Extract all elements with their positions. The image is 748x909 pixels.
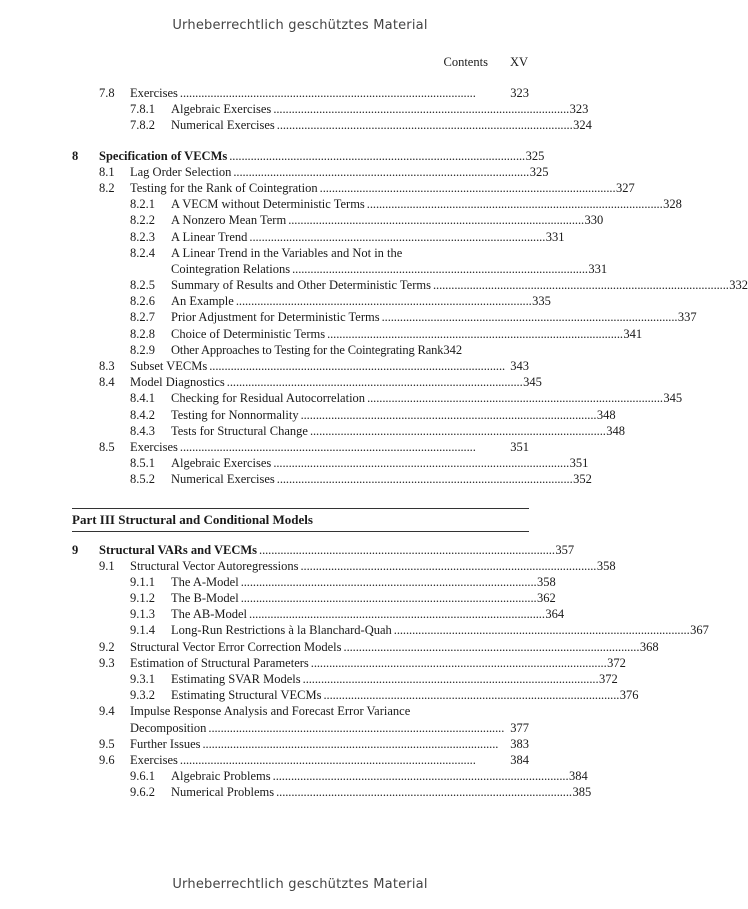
toc-entry-8-5-2[interactable] xyxy=(72,471,592,487)
toc-entry-number: 9.6.1 xyxy=(130,769,155,784)
toc-entry-page: 345 xyxy=(663,391,683,406)
toc-entry-number: 8.5.2 xyxy=(130,472,155,487)
toc-entry-9-1-1[interactable] xyxy=(72,574,556,590)
toc-entry-page: 358 xyxy=(537,574,556,589)
toc-entry-number: 9.6 xyxy=(99,752,115,767)
toc-entry-page: 331 xyxy=(588,261,608,276)
toc-entry-number: 9.1.2 xyxy=(130,591,155,606)
toc-entry-title: Long-Run Restrictions à la Blanchard-Quah xyxy=(171,623,392,638)
toc-entry-title: Checking for Residual Autocorrelation xyxy=(171,391,366,406)
toc-entry-8-2-4-continued[interactable] xyxy=(72,261,608,277)
leader-dots xyxy=(394,622,688,638)
toc-entry-number: 8.1 xyxy=(99,164,115,179)
toc-entry-title: Structural Vector Error Correction Models xyxy=(130,639,342,654)
leader-dots xyxy=(241,590,535,606)
toc-entry-title: The A-Model xyxy=(171,574,239,589)
toc-entry-page: 332 xyxy=(729,278,748,293)
toc-entry-page: 384 xyxy=(568,769,588,784)
toc-entry-title: Exercises xyxy=(130,752,178,767)
toc-entry-9-1-4[interactable] xyxy=(72,622,709,638)
leader-dots xyxy=(320,180,614,196)
toc-entry-page: 324 xyxy=(573,118,592,133)
toc-entry-title: Summary of Results and Other Deterministic Terms xyxy=(171,278,431,293)
leader-dots xyxy=(276,784,570,800)
toc-entry-title: Algebraic Problems xyxy=(171,769,271,784)
toc-entry-number: 9.3.2 xyxy=(130,688,155,703)
toc-entry-8-2-7[interactable] xyxy=(72,309,697,325)
toc-entry-9-1-2[interactable] xyxy=(72,590,556,606)
toc-entry-title: Testing for the Rank of Cointegration xyxy=(130,180,318,195)
leader-dots xyxy=(249,229,543,245)
toc-entry-page: 328 xyxy=(663,197,682,212)
leader-dots xyxy=(323,687,617,703)
toc-entry-9-3-1[interactable] xyxy=(72,671,618,687)
toc-entry-number: 8.4 xyxy=(99,375,115,390)
toc-entry-number: 8.2.5 xyxy=(130,278,155,293)
toc-entry-number: 9.1.1 xyxy=(130,574,155,589)
toc-entry-8-1[interactable] xyxy=(72,164,549,180)
toc-entry-number: 8.5.1 xyxy=(130,456,155,471)
toc-entry-8-2-5[interactable] xyxy=(72,277,748,293)
leader-dots xyxy=(367,196,661,212)
toc-entry-page: 323 xyxy=(510,86,529,100)
toc-entry-number: 8.5 xyxy=(99,439,115,454)
chapter-number: 8 xyxy=(72,148,79,163)
part-title: Part III Structural and Conditional Models xyxy=(72,511,313,527)
toc-entry-title: Lag Order Selection xyxy=(130,164,232,179)
toc-entry-number: 9.3.1 xyxy=(130,672,155,686)
toc-entry-8-4[interactable] xyxy=(72,374,542,390)
toc-entry-number: 8.4.2 xyxy=(130,407,155,422)
toc-entry-7-8[interactable] xyxy=(72,85,529,101)
toc-entry-title: Numerical Exercises xyxy=(171,118,275,133)
toc-entry-title: A Linear Trend xyxy=(171,229,248,244)
toc-entry-title: Estimating SVAR Models xyxy=(171,672,301,686)
leader-dots xyxy=(241,574,535,590)
leader-dots xyxy=(273,101,567,117)
running-head-page: XV xyxy=(509,55,528,69)
toc-entry-number: 8.4.3 xyxy=(130,423,155,438)
toc-entry-number: 8.2.1 xyxy=(130,197,155,212)
leader-dots xyxy=(277,117,571,133)
toc-entry-number: 9.2 xyxy=(99,639,115,654)
table-of-contents xyxy=(72,85,748,801)
leader-dots xyxy=(288,212,582,228)
toc-entry-7-8-1[interactable] xyxy=(72,101,589,117)
toc-entry-8-5[interactable] xyxy=(72,439,529,455)
toc-entry-page: 348 xyxy=(606,423,626,438)
toc-entry-title: Prior Adjustment for Deterministic Terms xyxy=(171,310,380,325)
toc-entry-title: Impulse Response Analysis and Forecast Error Variance xyxy=(130,704,411,719)
chapter-page: 325 xyxy=(525,148,545,163)
leader-dots xyxy=(209,358,508,374)
toc-entry-8-2-4[interactable] xyxy=(72,245,529,261)
chapter-title: Specification of VECMs xyxy=(99,148,228,163)
leader-dots xyxy=(229,148,523,164)
toc-entry-page: 372 xyxy=(607,655,626,670)
leader-dots xyxy=(382,309,676,325)
toc-entry-9-6-1[interactable] xyxy=(72,768,588,784)
leader-dots xyxy=(236,293,530,309)
toc-entry-page: 368 xyxy=(639,639,659,654)
toc-entry-title: Exercises xyxy=(130,86,178,100)
chapter-number: 9 xyxy=(72,542,79,557)
toc-entry-number: 7.8.1 xyxy=(130,102,155,117)
toc-entry-page: 385 xyxy=(572,785,592,800)
toc-entry-9-6[interactable] xyxy=(72,752,529,768)
toc-entry-title: Numerical Problems xyxy=(171,785,275,800)
toc-entry-page: 358 xyxy=(596,558,616,573)
toc-entry-title: Algebraic Exercises xyxy=(171,102,272,117)
leader-dots xyxy=(202,736,508,752)
toc-entry-number: 8.2.3 xyxy=(130,229,155,244)
toc-entry-number: 8.2.9 xyxy=(130,342,155,357)
toc-entry-9-4-continued[interactable] xyxy=(72,720,529,736)
toc-entry-number: 8.2.4 xyxy=(130,245,155,260)
toc-entry-9-1-3[interactable] xyxy=(72,606,565,622)
part-heading[interactable] xyxy=(72,508,529,532)
toc-entry-page: 384 xyxy=(510,752,529,767)
toc-entry-8-3[interactable] xyxy=(72,358,529,374)
toc-entry-title: Estimating Structural VECMs xyxy=(171,688,322,703)
chapter-page: 357 xyxy=(555,542,575,557)
toc-entry-9-3-2[interactable] xyxy=(72,687,639,703)
toc-entry-8-2-6[interactable] xyxy=(72,293,551,309)
toc-entry-9-1[interactable] xyxy=(72,558,616,574)
chapter-title: Structural VARs and VECMs xyxy=(99,542,258,557)
toc-entry-title: Tests for Structural Change xyxy=(171,423,308,438)
toc-entry-9-4[interactable] xyxy=(72,703,529,719)
toc-entry-title: A Linear Trend in the Variables and Not in the xyxy=(171,245,403,260)
toc-entry-page: 342 xyxy=(443,342,463,357)
toc-entry-number: 9.3 xyxy=(99,655,115,670)
leader-dots xyxy=(301,407,595,423)
leader-dots xyxy=(249,606,543,622)
toc-entry-9-5[interactable] xyxy=(72,736,529,752)
toc-entry-number: 8.2.7 xyxy=(130,310,155,325)
toc-entry-title: The AB-Model xyxy=(171,607,248,622)
toc-entry-title: Model Diagnostics xyxy=(130,375,225,390)
toc-entry-page: 345 xyxy=(523,375,542,390)
leader-dots xyxy=(180,752,508,768)
toc-entry-number: 8.4.1 xyxy=(130,391,155,406)
toc-entry-page: 323 xyxy=(569,102,589,117)
toc-entry-title: Algebraic Exercises xyxy=(171,456,272,471)
toc-entry-page: 376 xyxy=(619,688,639,703)
toc-entry-page: 327 xyxy=(615,180,635,195)
toc-entry-number: 8.2.6 xyxy=(130,294,155,309)
watermark-bottom: Urheberrechtlich geschütztes Material xyxy=(172,877,428,892)
leader-dots xyxy=(233,164,527,180)
running-head-label: Contents xyxy=(443,55,488,69)
toc-entry-9-3[interactable] xyxy=(72,655,626,671)
toc-entry-page: 331 xyxy=(545,229,565,244)
toc-entry-9-6-2[interactable] xyxy=(72,784,592,800)
leader-dots xyxy=(277,471,571,487)
leader-dots xyxy=(273,768,567,784)
toc-entry-page: 337 xyxy=(677,310,697,325)
running-head xyxy=(443,55,528,70)
leader-dots xyxy=(292,261,586,277)
leader-dots xyxy=(259,542,553,558)
toc-entry-number: 7.8.2 xyxy=(130,118,155,133)
toc-entry-title: Numerical Exercises xyxy=(171,472,275,487)
toc-entry-page: 362 xyxy=(537,591,556,606)
toc-entry-number: 8.2.2 xyxy=(130,213,155,228)
leader-dots xyxy=(208,720,508,736)
leader-dots xyxy=(303,671,597,687)
toc-entry-number: 8.2 xyxy=(99,180,115,195)
toc-entry-8-2-3[interactable] xyxy=(72,229,565,245)
toc-entry-7-8-2[interactable] xyxy=(72,117,592,133)
toc-entry-page: 325 xyxy=(529,164,549,179)
toc-entry-title: An Example xyxy=(171,294,234,309)
toc-entry-page: 377 xyxy=(510,720,529,735)
leader-dots xyxy=(310,423,604,439)
toc-entry-number: 9.5 xyxy=(99,736,115,751)
toc-entry-page: 330 xyxy=(584,213,604,228)
toc-entry-8-5-1[interactable] xyxy=(72,455,589,471)
toc-entry-number: 9.1 xyxy=(99,558,115,573)
toc-chapter-9[interactable] xyxy=(72,542,575,558)
toc-entry-number: 8.2.8 xyxy=(130,326,155,341)
toc-chapter-8[interactable] xyxy=(72,148,545,164)
toc-entry-title: Testing for Nonnormality xyxy=(171,407,299,422)
toc-entry-title: A Nonzero Mean Term xyxy=(171,213,287,228)
toc-entry-page: 343 xyxy=(510,359,529,373)
toc-entry-page: 341 xyxy=(623,326,643,341)
toc-entry-8-2[interactable] xyxy=(72,180,635,196)
toc-entry-number: 9.4 xyxy=(99,704,115,719)
leader-dots xyxy=(433,277,727,293)
leader-dots xyxy=(273,455,567,471)
toc-entry-8-2-8[interactable] xyxy=(72,326,643,342)
leader-dots xyxy=(301,558,595,574)
toc-entry-page: 351 xyxy=(569,456,589,471)
toc-entry-number: 9.1.3 xyxy=(130,607,155,622)
toc-entry-9-2[interactable] xyxy=(72,639,659,655)
toc-entry-page: 352 xyxy=(573,472,592,487)
toc-entry-number: 9.6.2 xyxy=(130,785,155,800)
leader-dots xyxy=(311,655,605,671)
leader-dots xyxy=(344,639,638,655)
toc-entry-title: Subset VECMs xyxy=(130,359,208,373)
toc-entry-number: 9.1.4 xyxy=(130,623,155,638)
toc-entry-title: Other Approaches to Testing for the Cointegrating Rank xyxy=(171,342,444,357)
toc-entry-title-continued: Decomposition xyxy=(130,720,207,735)
toc-entry-title: Exercises xyxy=(130,439,178,454)
toc-entry-page: 383 xyxy=(510,736,529,751)
toc-entry-title: Further Issues xyxy=(130,736,201,751)
toc-entry-title-continued: Cointegration Relations xyxy=(171,261,291,276)
leader-dots xyxy=(180,439,508,455)
watermark-top: Urheberrechtlich geschütztes Material xyxy=(172,18,428,33)
toc-entry-page: 367 xyxy=(690,623,709,638)
toc-entry-title: A VECM without Deterministic Terms xyxy=(171,197,365,212)
toc-entry-title: The B-Model xyxy=(171,591,239,606)
toc-entry-page: 351 xyxy=(510,439,529,454)
toc-entry-title: Choice of Deterministic Terms xyxy=(171,326,326,341)
leader-dots xyxy=(227,374,521,390)
toc-entry-page: 372 xyxy=(598,672,618,686)
toc-entry-8-4-1[interactable] xyxy=(72,390,683,406)
toc-entry-page: 364 xyxy=(545,607,565,622)
toc-entry-page: 335 xyxy=(532,294,551,309)
leader-dots xyxy=(180,85,508,101)
leader-dots xyxy=(327,326,621,342)
toc-entry-8-2-1[interactable] xyxy=(72,196,682,212)
toc-entry-8-4-3[interactable] xyxy=(72,423,626,439)
toc-entry-8-2-2[interactable] xyxy=(72,212,604,228)
toc-entry-8-4-2[interactable] xyxy=(72,407,616,423)
toc-entry-title: Structural Vector Autoregressions xyxy=(130,558,299,573)
toc-entry-8-2-9[interactable] xyxy=(72,342,529,358)
toc-entry-title: Estimation of Structural Parameters xyxy=(130,655,309,670)
leader-dots xyxy=(367,390,661,406)
toc-entry-number: 8.3 xyxy=(99,359,115,373)
toc-entry-page: 348 xyxy=(596,407,616,422)
toc-entry-number: 7.8 xyxy=(99,86,115,100)
